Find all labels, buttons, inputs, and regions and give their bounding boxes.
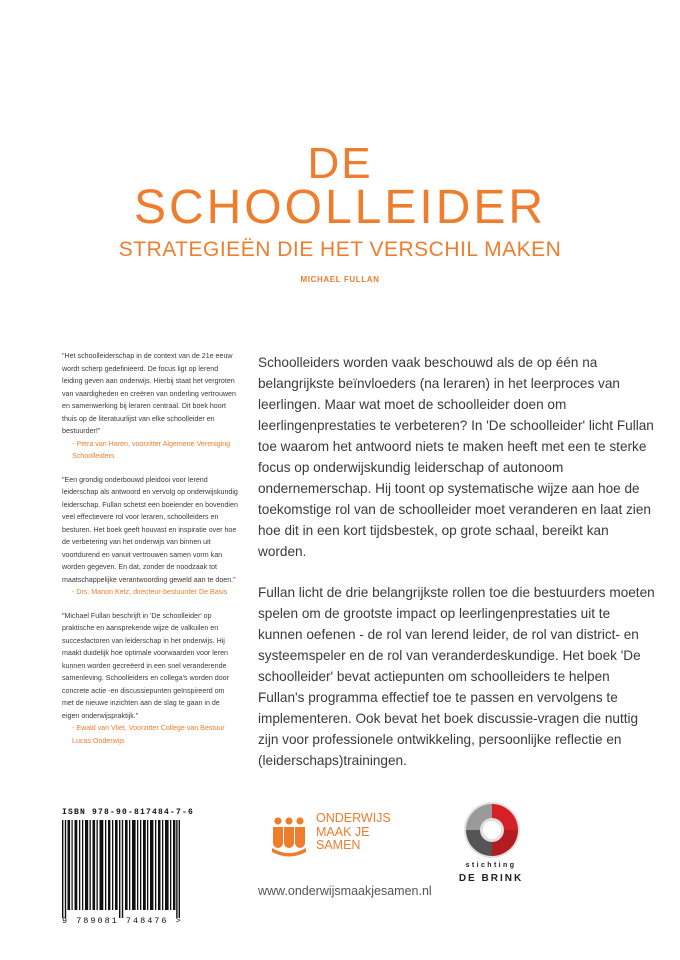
de-brink-small-text: stichting (465, 862, 517, 869)
quote-2 (62, 474, 238, 599)
quote-source: - Petra van Haren, voorzitter Algemene Vereniging Schoolleiders (72, 439, 231, 460)
body-paragraph-2: Fullan licht de drie belangrijkste rollen toe die bestuurders moeten spelen om de grootste impact op leerlingenprestaties uit te kunnen oefenen - de rol van lerend leider, de rol van district- en systeemspeler en de rol van veranderdeskundige. Het boek 'De schoolleider' bevat actiepunten om schoolleiders te helpen Fullan's programma effectief toe te passen en vervolgens te implementeren. Ook bevat het boek discussie-vragen die nuttig zijn voor professionele ontwikkeling, persoonlijke reflectie en (leiderschaps)trainingen. (258, 585, 655, 768)
logo-line-1: ONDERWIJS (316, 811, 391, 825)
title-schoolleider: SCHOOLLEIDER (133, 181, 547, 234)
body-text (258, 352, 658, 771)
quotes-column (62, 350, 238, 758)
quote-1 (62, 350, 238, 463)
onderwijs-maak-je-samen-text (316, 812, 391, 853)
quote-text: "Het schoolleiderschap in de context van de 21e eeuw wordt scherp gedefinieerd. De focus ligt op lerend leiding geven aan onderwijs. Hierbij staat het vergroten van vaardigheden en creëren van onderling vertrouwen en samenwerking bij leraren centraal. Dit boek hoort thuis op de literatuurlijst van elke schoolleider en bestuurder!" (62, 352, 236, 435)
logo-line-3: SAMEN (316, 838, 361, 852)
quote-text: "Een grondig onderbouwd pleidooi voor lerend leiderschap als antwoord en vervolg op onderwijskundig leiderschap. Fullan schetst een boeiender en bovendien veel effectievere rol voor leraren, schoolleiders en besturen. Het boek geeft houvast en inspiratie over hoe de verbetering van het onderwijs van binnen uit voortdurend en vanuit vertrouwen samen vorm kan worden gegeven. En dat, zonder de noodzaak tot maatschappelijke verantwoording geweld aan te doen." (62, 475, 238, 584)
isbn-label: ISBN 978-90-817484-7-6 (62, 808, 195, 817)
quote-3 (62, 610, 238, 748)
subtitle: STRATEGIEËN DIE HET VERSCHIL MAKEN (118, 238, 562, 261)
author-name: MICHAEL FULLAN (300, 275, 380, 284)
quote-source: - Ewald van Vliet, Voorzitter College van Bestuur Lucas Onderwijs (72, 724, 225, 745)
barcode-digits: 9 789081 748476 > (62, 916, 183, 926)
quote-text: "Michael Fullan beschrijft in 'De schoolleider' op praktische en aansprekende wijze de valkuilen en succesfactoren van leiderschap in het onderwijs. Hij maakt duidelijk hoe optimale voorwaarden voor leren kunnen worden gecreëerd in een snel veranderende samenleving. Schoolleiders en collega's worden door concrete actie -en discussiepunten geïnspireerd om met de nieuwe inzichten aan de slag te gaan in de eigen onderwijspraktijk." (62, 611, 229, 720)
de-brink-name: DE BRINK (458, 873, 524, 884)
website-url[interactable]: www.onderwijsmaakjesamen.nl (258, 884, 432, 898)
quote-source: - Drs. Manon Ketz, directeur-bestuurder De Basis (72, 588, 228, 596)
logo-line-2: MAAK JE (316, 824, 370, 839)
barcode (62, 820, 180, 918)
body-paragraph-1: Schoolleiders worden vaak beschouwd als de op één na belangrijkste beïnvloeders (na leraren) in het leerproces van leerlingen. Maar wat moet de schoolleider doen om leerlingenprestaties te verbeteren? In 'De schoolleider' licht Fullan toe waarom het antwoord niets te maken heeft met een te sterke focus op onderwijskundig leiderschap of autonoom ondernemerschap. Hij toont op systematische wijze aan hoe de toekomstige rol van de schoolleider moet veranderen en laat zien hoe dit in een kort tijdsbestek, op grote schaal, bereikt kan worden. (258, 355, 654, 559)
title-de: DE (307, 139, 373, 188)
